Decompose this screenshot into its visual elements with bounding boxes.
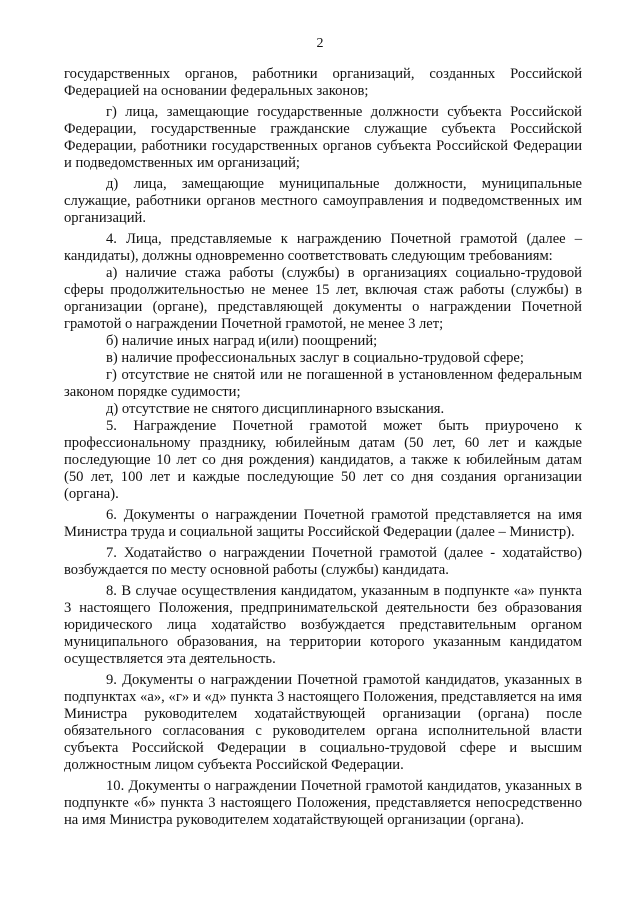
paragraph-9: 9. Документы о награждении Почетной грамотой кандидатов, указанных в подпунктах «а», «г» и «д» пункта 3 настоящего Положения, представляется на имя Министра руководителем ходатайствующей организации (органа) после обязательного согласования с руководителем органа исполнительной власти субъекта Российской Федерации в социально-трудовой сфере и высшим должностным лицом субъекта Российской Федерации. <box>64 672 582 773</box>
paragraph-4a: а) наличие стажа работы (службы) в организациях социально-трудовой сферы продолжительностью не менее 15 лет, включая стаж работы (службы) в организации (органе), представляющей документы о награждении Почетной грамотой о награждении Почетной грамотой, не менее 3 лет; <box>64 265 582 332</box>
paragraph-4v: в) наличие профессиональных заслуг в социально-трудовой сфере; <box>106 350 524 366</box>
paragraph-4b: б) наличие иных наград и(или) поощрений; <box>106 333 378 349</box>
page-number: 2 <box>316 36 324 51</box>
paragraph-6: 6. Документы о награждении Почетной грамотой представляется на имя Министра труда и социальной защиты Российской Федерации (далее – Министр). <box>64 507 582 540</box>
paragraph-7: 7. Ходатайство о награждении Почетной грамотой (далее - ходатайство) возбуждается по месту основной работы (службы) кандидата. <box>64 545 582 578</box>
paragraph-10: 10. Документы о награждении Почетной грамотой кандидатов, указанных в подпункте «б» пункта 3 настоящего Положения, представляется непосредственно на имя Министра руководителем ходатайствующей организации (органа). <box>64 778 582 828</box>
paragraph-continuation: государственных органов, работники организаций, созданных Российской Федерацией на основании федеральных законов; <box>64 66 582 99</box>
paragraph-4d: д) отсутствие не снятого дисциплинарного взыскания. <box>106 401 445 417</box>
paragraph-4: 4. Лица, представляемые к награждению Почетной грамотой (далее – кандидаты), должны одновременно соответствовать следующим требованиям: <box>64 231 582 264</box>
paragraph-5: 5. Награждение Почетной грамотой может быть приурочено к профессиональному празднику, юбилейным датам (50 лет, 60 лет и каждые последующие 10 лет со дня рождения) кандидатов, а также к юбилейным датам (50 лет, 100 лет и каждые последующие 50 лет со дня создания организации (органа). <box>64 418 582 502</box>
paragraph-8: 8. В случае осуществления кандидатом, указанным в подпункте «а» пункта 3 настоящего Положения, предпринимательской деятельности без образования юридического лица ходатайство возбуждается представительным органом муниципального образования, на территории которого указанным кандидатом осуществляется эта деятельность. <box>64 583 582 667</box>
paragraph-3d: д) лица, замещающие муниципальные должности, муниципальные служащие, работники органов местного самоуправления и подведомственных им организаций. <box>64 176 582 226</box>
paragraph-3g: г) лица, замещающие государственные должности субъекта Российской Федерации, государственные гражданские служащие субъекта Российской Федерации, работники государственных органов субъекта Российской Федерации и подведомственных им организаций; <box>64 104 582 171</box>
body-text <box>64 66 582 829</box>
paragraph-4g: г) отсутствие не снятой или не погашенной в установленном федеральным законом порядке судимости; <box>64 367 582 400</box>
